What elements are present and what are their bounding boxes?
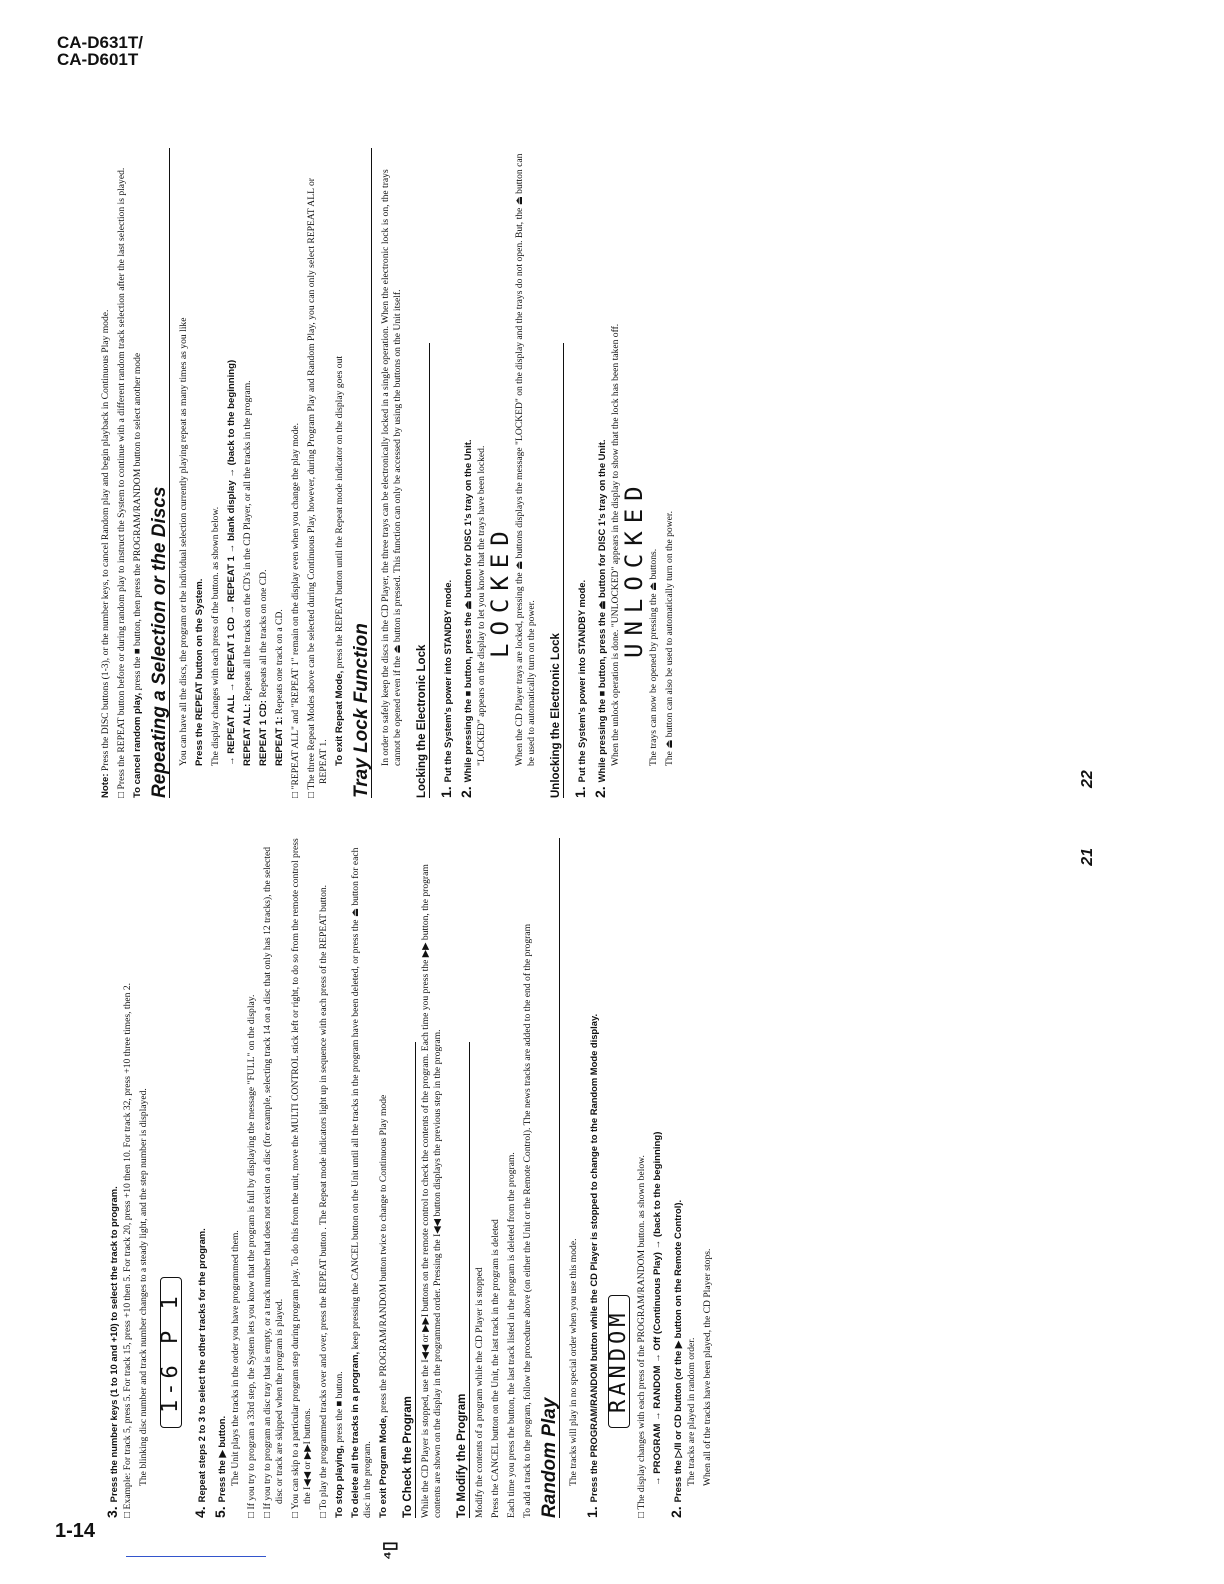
repeat-press: Press the REPEAT button on the System. xyxy=(194,578,205,766)
repeat-bullet-1: □ "REPEAT ALL" and "REPEAT 1" remain on the display even when you change the play mode. xyxy=(290,148,302,784)
random-step-2-a: The tracks are played in random order. xyxy=(686,1337,697,1486)
delete-tracks: To delete all the tracks in a program, keep pressing the CANCEL button on the Unit until all the tracks in the program have been deleted, or press the ⏏ button for each disc in the program. xyxy=(350,847,373,1518)
random-note: Note: Press the DISC buttons (1-3), or the number keys, to cancel Random play and begin playback in Continuous Play mode. xyxy=(100,309,111,798)
divider-line xyxy=(126,1556,266,1557)
repeat-changes: The display changes with each press of the button. as shown below. xyxy=(210,506,221,766)
after-unlock-2: The ⏏ button can also be used to automatically turn on the power. xyxy=(664,511,675,766)
random-bullet: □ The display changes with each press of the PROGRAM/RANDOM button. as shown below. xyxy=(636,838,648,1504)
unlock-step-2: 2.While pressing the ■ button, press the ⏏ button for DISC 1's tray on the Unit. xyxy=(592,439,608,798)
modify-line-4: To add a track to the program, follow the procedure above (on either the Unit or the Remote Control). The news tracks are added to the end of the program xyxy=(522,923,533,1518)
random-step-2-b: When all of the tracks have been played, the CD Player stops. xyxy=(702,1248,713,1486)
random-repeat-bullet: □ Press the REPEAT button before or during random play to instruct the System to continue with a different random track selection after the last selection is played. xyxy=(116,148,128,784)
modify-line-1: Modify the contents of a program while the CD Player is stopped xyxy=(474,1267,485,1518)
page-21 xyxy=(100,838,1100,1560)
check-program-title: To Check the Program xyxy=(402,1042,416,1518)
margin-mark: ⁴▯ xyxy=(379,1541,399,1560)
program-display-lcd: 1-6 P 1 xyxy=(160,1277,182,1428)
page-number-22: 22 xyxy=(1079,770,1096,788)
random-sequence: → PROGRAM → RANDOM → Off (Continuous Play) → (back to the beginning) xyxy=(652,1131,663,1486)
repeat-sequence: → REPEAT ALL → REPEAT 1 CD → REPEAT 1 → blank display → (back to the beginning) xyxy=(226,359,237,766)
unlocked-lcd: UNLOCKED xyxy=(620,478,648,658)
lock-step-1: 1.Put the System's power into STANDBY mode. xyxy=(438,579,454,798)
random-step-1: 1.Press the PROGRAM/RANDOM button while the CD Player is stopped to change to the Random Mode display. xyxy=(584,1013,600,1518)
rotated-spread xyxy=(100,128,1100,1560)
step-5: 5.Press the ▶ button. xyxy=(212,1415,228,1518)
random-intro: The tracks will play in no special order when you use this mode. xyxy=(568,1238,579,1486)
repeat-all: REPEAT ALL: Repeats all the tracks on the CD's in the CD Player, or all the tracks in the program. xyxy=(242,380,253,766)
step-5-text: The Unit plays the tracks in the order you have programmed them. xyxy=(230,1230,241,1486)
lock-step-2-text: "LOCKED" appears on the display to let you know that the trays have been locked. xyxy=(476,445,487,766)
unlocking-title: Unlocking the Electronic Lock xyxy=(550,343,564,798)
tray-lock-title: Tray Lock Function xyxy=(354,148,372,798)
modify-program-title: To Modify the Program xyxy=(456,1042,470,1518)
repeat-one-cd: REPEAT 1 CD: Repeats all the tracks on one CD. xyxy=(258,569,269,766)
repeat-title: Repeating a Selection or the Discs xyxy=(152,148,170,798)
step-3: 3.Press the number keys (1 to 10 and +10) to select the track to program. xyxy=(104,1186,120,1518)
repeat-intro: You can have all the discs, the program or the individual selection currently playing repeat as many times as you like xyxy=(178,317,189,766)
page-number: 1-14 xyxy=(55,1520,96,1542)
stop-playing: To stop playing, press the ■ button. xyxy=(334,1371,345,1518)
model-line-2: CA-D601T xyxy=(57,50,139,69)
repeat-one: REPEAT 1: Repeats one track on a CD. xyxy=(274,609,285,766)
modify-line-3: Each time you press the button, the last track listed in the program is deleted from the program. xyxy=(506,1152,517,1518)
locking-title: Locking the Electronic Lock xyxy=(416,343,430,798)
check-program-text: While the CD Player is stopped, use the I◀◀ or ▶▶I buttons on the remote control to check the contents of the program. Each time you press the ▶▶ button, the program contents are shown on the display in the programmed order. Pressing the I◀◀ button displays the previous step in the program. xyxy=(420,864,443,1518)
unlock-step-2-text: When the unlock operation is done. "UNLOCKED" appears in the display to show that the lock has been taken off. xyxy=(610,323,621,766)
modify-line-2: Press the CANCEL button on the Unit, the last track in the program is deleted xyxy=(490,1219,501,1518)
unlock-step-1: 1.Put the System's power into STANDBY mode. xyxy=(572,579,588,798)
step-3-note: The blinking disc number and track number changes to a steady light, and the step number is displayed. xyxy=(138,1088,149,1486)
step-4: 4.Repeat steps 2 to 3 to select the other tracks for the program. xyxy=(192,1228,208,1518)
random-step-2: 2.Press the ▷/II or CD button (or the ▶ button on the Remote Control). xyxy=(668,1199,684,1518)
lock-step-2: 2.While pressing the ■ button, press the ⏏ button for DISC 1's tray on the Unit. xyxy=(458,439,474,798)
model-line-1: CA-D631T/ xyxy=(57,33,143,52)
page-number-21: 21 xyxy=(1079,848,1096,866)
bullet-empty-tray: □ If you try to program an disc tray that is empty, or a track number that does not exist on a disc (for example, selecting track 14 on a disc that only has 12 tracks), the selected disc or track are skipped when the program is played. xyxy=(262,838,286,1504)
random-play-title: Random Play xyxy=(542,838,560,1518)
bullet-full: □ If you try to program a 33rd step, the System lets you know that the program is full by displaying the message "FULL" on the display. xyxy=(246,838,258,1504)
after-unlock-1: The trays can now be opened by pressing the ⏏ buttons. xyxy=(648,548,659,766)
repeat-bullet-2: □ The three Repeat Modes above can be selected during Continuous Play, however, during Program Play and Random Play, you can only select REPEAT ALL or REPEAT 1. xyxy=(306,148,330,784)
locked-text: When the CD Player trays are locked, pressing the ⏏ buttons displays the message "LOCKED" on the display and the trays do not open. But, the ⏏ button can be used to automatically turn on the power. xyxy=(514,153,537,766)
bullet-repeat: □ To play the programmed tracks over and over, press the REPEAT button . The Repeat mode indicators light up in sequence with each press of the REPEAT button. xyxy=(318,838,330,1504)
step-3-example: □ Example: For track 5, press 5. For track 15, press +10 then 5. For track 20, press +10 then 10. For track 32, press +10 three times, then 2. xyxy=(122,838,134,1504)
exit-program: To exit Program Mode, press the PROGRAM/RANDOM button twice to change to Continuous Play mode xyxy=(378,1094,389,1518)
page-22 xyxy=(100,148,1100,798)
random-display-lcd: RANDOM xyxy=(608,1295,630,1428)
tray-lock-intro: In order to safely keep the discs in the CD Player, the three trays can be electronically locked in a single operation. When the electronic lock is on, the trays cannot be opened even if the ⏏ button is pressed. This function can only be accessed by using the buttons on the Unit itself. xyxy=(380,169,403,766)
exit-repeat: To exit Repeat Mode, press the REPEAT button until the Repeat mode indicator on the display goes out xyxy=(334,355,345,766)
bullet-skip: □ You can skip to a particular program step during program play. To do this from the unit, move the MULTI CONTROL stick left or right, to do so from the remote control press the I◀◀ or ▶▶I buttons. xyxy=(290,838,314,1504)
cancel-random: To cancel random play, press the ■ button, then press the PROGRAM/RANDOM button to select another mode xyxy=(132,352,143,798)
locked-lcd: LOCKED xyxy=(486,523,514,658)
model-header xyxy=(57,34,143,68)
